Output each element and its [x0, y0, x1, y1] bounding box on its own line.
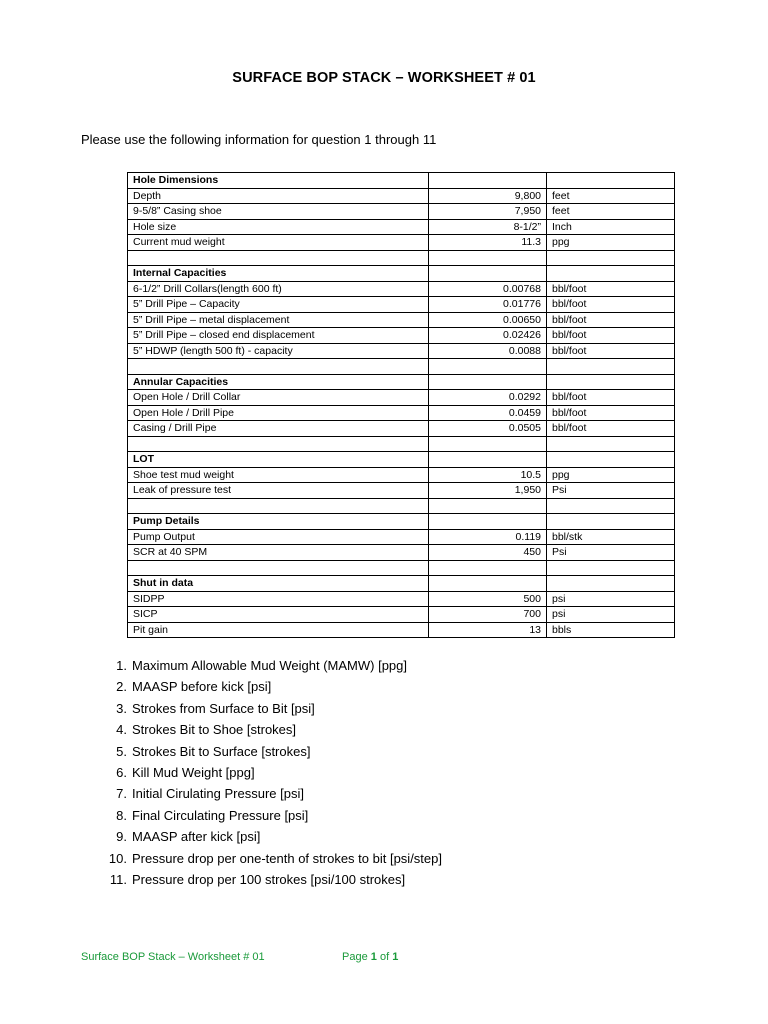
row-unit: Psi	[547, 483, 675, 499]
row-unit	[547, 452, 675, 468]
row-label: Annular Capacities	[128, 374, 429, 390]
row-unit: bbl/foot	[547, 297, 675, 313]
row-value	[429, 374, 547, 390]
row-unit: bbl/foot	[547, 312, 675, 328]
row-value: 0.119	[429, 529, 547, 545]
question-item	[81, 869, 442, 890]
question-item	[81, 848, 442, 869]
intro-text: Please use the following information for question 1 through 11	[81, 132, 437, 147]
question-number: 6.	[116, 764, 127, 780]
row-label: 6-1/2” Drill Collars(length 600 ft)	[128, 281, 429, 297]
row-label: Current mud weight	[128, 235, 429, 251]
question-item	[81, 719, 442, 740]
question-number: 5.	[116, 743, 127, 759]
row-value	[429, 560, 547, 576]
question-number: 11.	[109, 871, 127, 887]
table-row	[128, 591, 675, 607]
row-unit: ppg	[547, 467, 675, 483]
row-unit	[547, 374, 675, 390]
row-value: 1,950	[429, 483, 547, 499]
row-label	[128, 498, 429, 514]
row-label: Hole size	[128, 219, 429, 235]
row-label: Hole Dimensions	[128, 173, 429, 189]
question-text: Maximum Allowable Mud Weight (MAMW) [ppg]	[132, 658, 408, 673]
question-text: Pressure drop per one-tenth of strokes to bit [psi/step]	[132, 850, 442, 866]
row-label	[128, 436, 429, 452]
question-item	[81, 762, 442, 783]
row-label: 5” Drill Pipe – Capacity	[128, 297, 429, 313]
row-unit: bbl/foot	[547, 328, 675, 344]
table-spacer-row	[128, 250, 675, 266]
row-label: Open Hole / Drill Pipe	[128, 405, 429, 421]
table-section-header	[128, 576, 675, 592]
row-value: 7,950	[429, 204, 547, 220]
table-row	[128, 467, 675, 483]
table-row	[128, 405, 675, 421]
row-unit	[547, 498, 675, 514]
question-item	[81, 676, 442, 697]
row-unit: bbls	[547, 622, 675, 638]
row-value: 0.0505	[429, 421, 547, 437]
footer-doc-name: Surface BOP Stack – Worksheet # 01	[81, 951, 265, 963]
row-unit	[547, 359, 675, 375]
row-unit: bbl/foot	[547, 343, 675, 359]
table-row	[128, 622, 675, 638]
row-value: 9,800	[429, 188, 547, 204]
table-row	[128, 390, 675, 406]
row-label: Depth	[128, 188, 429, 204]
row-value	[429, 514, 547, 530]
row-label: SICP	[128, 607, 429, 623]
table-row	[128, 312, 675, 328]
row-value: 11.3	[429, 235, 547, 251]
question-number: 2.	[116, 679, 127, 695]
row-value: 10.5	[429, 467, 547, 483]
footer-page-current: 1	[370, 951, 377, 963]
row-label: Casing / Drill Pipe	[128, 421, 429, 437]
table-row	[128, 607, 675, 623]
question-number: 1.	[116, 658, 127, 673]
page-title: SURFACE BOP STACK – WORKSHEET # 01	[232, 70, 536, 86]
row-unit	[547, 576, 675, 592]
footer-of-word: of	[379, 951, 390, 963]
row-value: 700	[429, 607, 547, 623]
row-label: Internal Capacities	[128, 266, 429, 282]
question-text: MAASP before kick [psi]	[132, 679, 272, 695]
row-label: 5” Drill Pipe – metal displacement	[128, 312, 429, 328]
table-spacer-row	[128, 498, 675, 514]
question-text: Strokes Bit to Surface [strokes]	[132, 743, 311, 759]
footer-page-number	[342, 951, 398, 963]
row-value: 0.00650	[429, 312, 547, 328]
row-unit	[547, 436, 675, 452]
question-number: 4.	[116, 722, 127, 738]
question-number: 7.	[116, 786, 127, 802]
row-unit	[547, 266, 675, 282]
table-spacer-row	[128, 436, 675, 452]
row-value: 8-1/2”	[429, 219, 547, 235]
row-value: 0.0088	[429, 343, 547, 359]
row-label: Open Hole / Drill Collar	[128, 390, 429, 406]
row-value: 450	[429, 545, 547, 561]
table-row	[128, 188, 675, 204]
row-unit: bbl/foot	[547, 390, 675, 406]
row-value: 0.02426	[429, 328, 547, 344]
row-value	[429, 173, 547, 189]
table-row	[128, 219, 675, 235]
row-label	[128, 250, 429, 266]
row-unit	[547, 560, 675, 576]
row-value: 0.0292	[429, 390, 547, 406]
row-value	[429, 250, 547, 266]
row-unit: bbl/stk	[547, 529, 675, 545]
row-label: Shoe test mud weight	[128, 467, 429, 483]
footer-page-word: Page	[342, 951, 368, 963]
row-label: SIDPP	[128, 591, 429, 607]
question-item	[81, 826, 442, 847]
row-unit	[547, 173, 675, 189]
table-row	[128, 529, 675, 545]
row-label: Pump Details	[128, 514, 429, 530]
question-number: 8.	[116, 807, 127, 823]
row-value	[429, 436, 547, 452]
row-unit: bbl/foot	[547, 421, 675, 437]
row-value	[429, 576, 547, 592]
table-spacer-row	[128, 560, 675, 576]
row-unit: bbl/foot	[547, 281, 675, 297]
table-section-header	[128, 514, 675, 530]
table-spacer-row	[128, 359, 675, 375]
row-value: 13	[429, 622, 547, 638]
table-row	[128, 328, 675, 344]
question-number: 9.	[116, 829, 127, 845]
question-text: Kill Mud Weight [ppg]	[132, 764, 255, 780]
table-row	[128, 297, 675, 313]
row-value	[429, 266, 547, 282]
row-unit	[547, 250, 675, 266]
well-data-table	[127, 172, 675, 638]
row-value: 500	[429, 591, 547, 607]
row-value	[429, 452, 547, 468]
question-list	[81, 655, 442, 890]
question-number: 10.	[108, 850, 127, 866]
row-label: Shut in data	[128, 576, 429, 592]
table-section-header	[128, 173, 675, 189]
table-row	[128, 421, 675, 437]
row-label: Pump Output	[128, 529, 429, 545]
row-unit: feet	[547, 204, 675, 220]
row-label: 5” HDWP (length 500 ft) - capacity	[128, 343, 429, 359]
row-unit: ppg	[547, 235, 675, 251]
table-row	[128, 343, 675, 359]
question-text: Pressure drop per 100 strokes [psi/100 strokes]	[132, 871, 406, 887]
row-unit: Psi	[547, 545, 675, 561]
row-unit: psi	[547, 591, 675, 607]
row-unit: psi	[547, 607, 675, 623]
row-label	[128, 560, 429, 576]
table-row	[128, 281, 675, 297]
question-text: MAASP after kick [psi]	[132, 829, 261, 845]
question-item	[81, 655, 442, 676]
question-text: Strokes Bit to Shoe [strokes]	[132, 722, 297, 738]
footer-page-total: 1	[392, 951, 399, 963]
table-section-header	[128, 374, 675, 390]
row-label: Pit gain	[128, 622, 429, 638]
row-unit: Inch	[547, 219, 675, 235]
row-label: LOT	[128, 452, 429, 468]
table-row	[128, 204, 675, 220]
table-row	[128, 545, 675, 561]
row-label: Leak of pressure test	[128, 483, 429, 499]
row-unit: feet	[547, 188, 675, 204]
question-number: 3.	[116, 700, 127, 716]
table-row	[128, 235, 675, 251]
table-section-header	[128, 266, 675, 282]
question-item	[81, 783, 442, 804]
row-label: 5” Drill Pipe – closed end displacement	[128, 328, 429, 344]
row-unit: bbl/foot	[547, 405, 675, 421]
row-value	[429, 498, 547, 514]
row-value: 0.00768	[429, 281, 547, 297]
question-item	[81, 698, 442, 719]
row-label: SCR at 40 SPM	[128, 545, 429, 561]
row-value: 0.01776	[429, 297, 547, 313]
row-label: 9-5/8” Casing shoe	[128, 204, 429, 220]
question-text: Final Circulating Pressure [psi]	[132, 807, 309, 823]
table-row	[128, 483, 675, 499]
question-text: Strokes from Surface to Bit [psi]	[132, 700, 315, 716]
question-item	[81, 741, 442, 762]
row-value: 0.0459	[429, 405, 547, 421]
question-item	[81, 805, 442, 826]
row-value	[429, 359, 547, 375]
row-label	[128, 359, 429, 375]
question-text: Initial Cirulating Pressure [psi]	[132, 786, 304, 802]
row-unit	[547, 514, 675, 530]
table-section-header	[128, 452, 675, 468]
